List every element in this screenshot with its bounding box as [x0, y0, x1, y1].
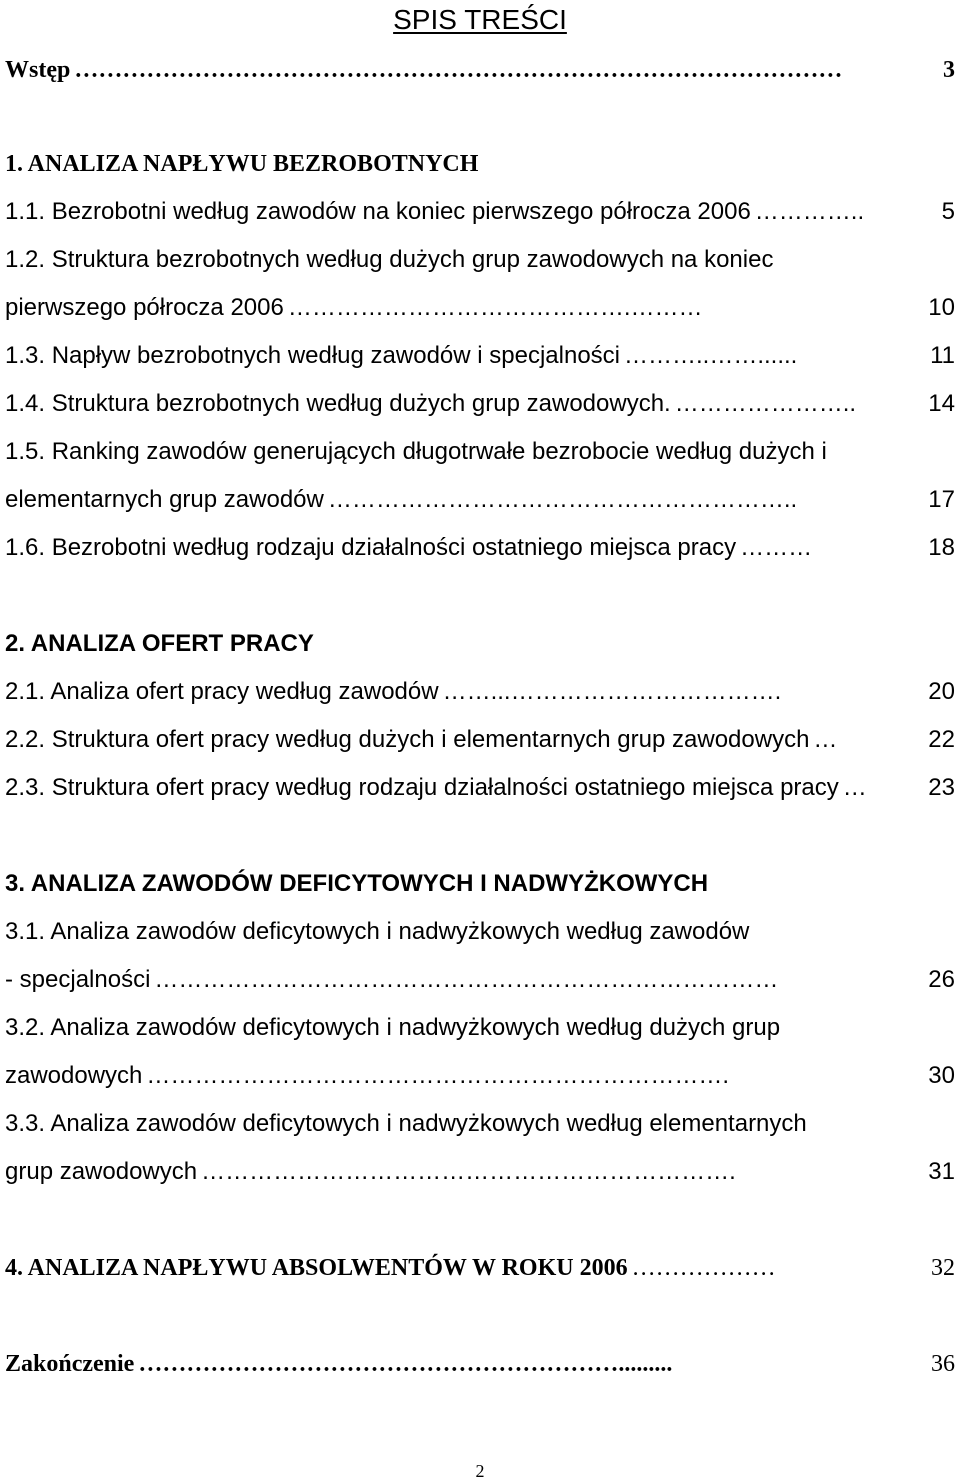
toc-entry-section-4[interactable]	[5, 1248, 955, 1288]
toc-entry-3-3-line-1[interactable]	[5, 1104, 955, 1144]
toc-leader: …………………………………….………	[287, 294, 703, 321]
toc-entry-label: - specjalności	[5, 966, 151, 993]
toc-entry-3-1-line-1[interactable]	[5, 912, 955, 952]
toc-page-number: 20	[928, 678, 955, 705]
toc-entry-label: 4. ANALIZA NAPŁYWU ABSOLWENTÓW W ROKU 2006	[5, 1255, 628, 1281]
toc-entry-3-3-line-2[interactable]	[5, 1152, 955, 1192]
toc-page-number: 32	[931, 1255, 955, 1281]
toc-entry-label: 1.5. Ranking zawodów generujących długotrwałe bezrobocie według dużych i	[5, 438, 827, 465]
toc-page-number: 5	[941, 198, 955, 225]
toc-leader: ………………	[631, 1255, 776, 1281]
toc-leader: …………………………………………………..	[327, 486, 798, 513]
toc-leader: ……………………………………………………………………………………	[74, 57, 843, 83]
toc-entry-1-6[interactable]	[5, 528, 955, 568]
toc-entry-1-1[interactable]	[5, 192, 955, 232]
toc-entry-3-2-line-1[interactable]	[5, 1008, 955, 1048]
toc-page-number: 31	[928, 1158, 955, 1185]
toc-entry-label: zawodowych	[5, 1062, 143, 1089]
toc-entry-2-3[interactable]	[5, 768, 955, 808]
toc-page-number: 3	[943, 57, 955, 83]
toc-entry-label: 2.2. Struktura ofert pracy według dużych i elementarnych grup zawodowych	[5, 726, 810, 753]
toc-section-2-heading: 2. ANALIZA OFERT PRACY	[5, 630, 314, 657]
toc-page-number: 23	[928, 774, 955, 801]
toc-entry-label: grup zawodowych	[5, 1158, 198, 1185]
toc-page-number: 17	[928, 486, 955, 513]
toc-page-number: 36	[931, 1351, 955, 1377]
toc-leader: …………………………………………………….........	[138, 1351, 673, 1377]
toc-entry-introduction[interactable]	[5, 50, 955, 90]
toc-entry-label: 1.6. Bezrobotni według rodzaju działalności ostatniego miejsca pracy	[5, 534, 737, 561]
toc-entry-label: 1.4. Struktura bezrobotnych według dużych grup zawodowych.	[5, 390, 671, 417]
toc-section-1-heading: 1. ANALIZA NAPŁYWU BEZROBOTNYCH	[5, 151, 479, 177]
toc-leader: ……………………………………………………………….	[146, 1062, 730, 1089]
page-number: 2	[475, 1461, 485, 1481]
toc-entry-1-2-line-2[interactable]	[5, 288, 955, 328]
toc-entry-label: 2.1. Analiza ofert pracy według zawodów	[5, 678, 439, 705]
toc-leader: …	[813, 726, 838, 753]
toc-leader: …………………..	[674, 390, 857, 417]
toc-entry-1-5-line-2[interactable]	[5, 480, 955, 520]
toc-page-number: 10	[928, 294, 955, 321]
toc-entry-2-1[interactable]	[5, 672, 955, 712]
toc-page-number: 11	[930, 342, 955, 369]
toc-leader: …	[842, 774, 867, 801]
toc-entry-label: 1.2. Struktura bezrobotnych według dużych grup zawodowych na koniec	[5, 246, 774, 273]
toc-entry-1-5-line-1[interactable]	[5, 432, 955, 472]
toc-entry-3-2-line-2[interactable]	[5, 1056, 955, 1096]
toc-title: SPIS TREŚCI	[393, 4, 567, 35]
toc-entry-label: 3.3. Analiza zawodów deficytowych i nadwyżkowych według elementarnych	[5, 1110, 807, 1137]
toc-page-number: 18	[928, 534, 955, 561]
toc-entry-3-1-line-2[interactable]	[5, 960, 955, 1000]
toc-entry-conclusion[interactable]	[5, 1344, 955, 1384]
toc-page-number: 26	[928, 966, 955, 993]
toc-page-number: 30	[928, 1062, 955, 1089]
toc-page-number: 14	[928, 390, 955, 417]
toc-entry-label: pierwszego półrocza 2006	[5, 294, 284, 321]
toc-entry-label: elementarnych grup zawodów	[5, 486, 324, 513]
toc-entry-label: 1.3. Napływ bezrobotnych według zawodów i specjalności	[5, 342, 620, 369]
toc-entry-label: 3.1. Analiza zawodów deficytowych i nadwyżkowych według zawodów	[5, 918, 750, 945]
toc-entry-1-4[interactable]	[5, 384, 955, 424]
toc-entry-2-2[interactable]	[5, 720, 955, 760]
toc-leader: ……...…………………………….	[442, 678, 782, 705]
toc-leader: ………………………………………………………….	[201, 1158, 736, 1185]
toc-leader: ………	[740, 534, 813, 561]
toc-entry-label: 3.2. Analiza zawodów deficytowych i nadwyżkowych według dużych grup	[5, 1014, 781, 1041]
toc-page-number: 22	[928, 726, 955, 753]
toc-entry-label: Wstęp	[5, 57, 71, 83]
toc-section-3-heading: 3. ANALIZA ZAWODÓW DEFICYTOWYCH I NADWYŻKOWYCH	[5, 870, 709, 897]
toc-leader: …………..	[754, 198, 865, 225]
toc-entry-label: 1.1. Bezrobotni według zawodów na koniec pierwszego półrocza 2006	[5, 198, 751, 225]
toc-leader: ………..……......	[624, 342, 798, 369]
toc-entry-label: Zakończenie	[5, 1351, 135, 1377]
toc-leader: ……………………………………………………………………	[154, 966, 779, 993]
toc-entry-1-2-line-1[interactable]	[5, 240, 955, 280]
toc-entry-label: 2.3. Struktura ofert pracy według rodzaju działalności ostatniego miejsca pracy	[5, 774, 839, 801]
toc-entry-1-3[interactable]	[5, 336, 955, 376]
